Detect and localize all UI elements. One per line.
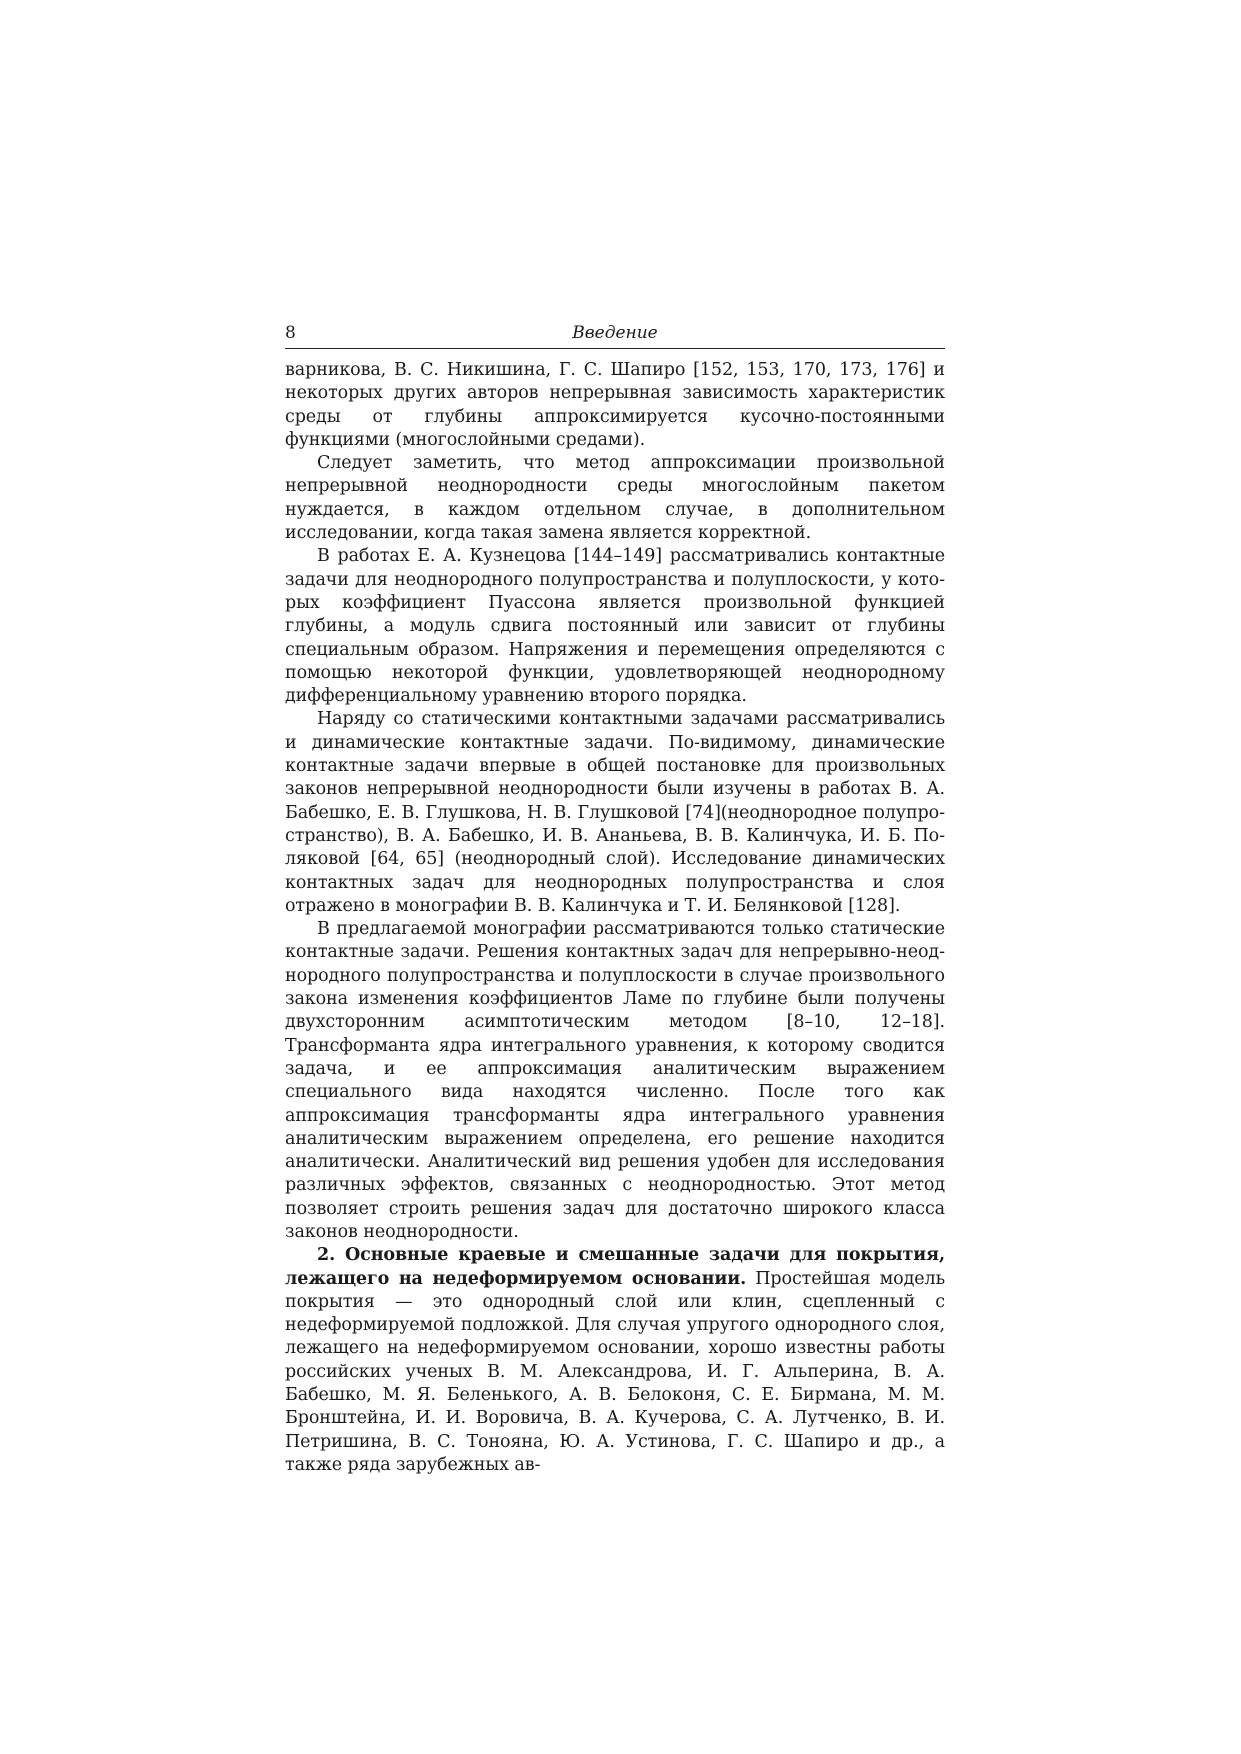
running-title: Введение	[572, 323, 658, 343]
book-page	[285, 322, 945, 1477]
section-heading: 2. Основные краевые и смешанные задачи для покрытия, лежащего на недеформируемом основании.	[285, 1245, 945, 1289]
paragraph: В работах Е. А. Кузнецова [144–149] рассматривались контактные задачи для неоднородного полупространства и полуплоскости, у которых коэффициент Пуассона является произвольной функцией глубины, а модуль сдвига постоянный или зависит от глубины специальным образом. Напряжения и перемещения определяются с помощью некоторой функции, удовлетворяющей неоднородному дифференциальному уравнению второго порядка.	[285, 546, 945, 707]
page-number: 8	[285, 323, 296, 343]
running-header	[285, 322, 945, 349]
section-paragraph	[285, 1244, 945, 1477]
body-text	[285, 359, 945, 1477]
paragraph: Следует заметить, что метод аппроксимации произвольной непрерывной неоднородности среды многослойным пакетом нуждается, в каждом отдельном случае, в дополнительном исследовании, когда такая замена является корректной.	[285, 453, 945, 544]
section-text: Простейшая модель покрытия — это однородный слой или клин, сцепленный с недеформируемой подложкой. Для случая упругого однородного слоя, лежащего на недеформируемом основании, хорошо известны работы российских ученых В. М. Александрова, И. Г. Альперина, В. А. Бабешко, М. Я. Беленького, А. В. Белоконя, С. Е. Бирмана, М. М. Бронштейна, И. И. Воровича, В. А. Кучерова, С. А. Лутченко, В. И. Петришина, В. С. Тонояна, Ю. А. Устинова, Г. С. Шапиро и др., а также ряда зарубежных ав-	[285, 1268, 945, 1475]
paragraph: В предлагаемой монографии рассматриваются только статические контактные задачи. Решения контактных задач для непрерывно-неоднородного полупространства и полуплоскости в случае произвольного закона изменения коэффициентов Ламе по глубине были получены двухсторонним асимптотическим методом [8–10, 12–18]. Трансформанта ядра интегрального уравнения, к которому сводится задача, и ее аппроксимация аналитическим выражением специального вида находятся численно. После того как аппроксимация трансформанты ядра интегрального уравнения аналитическим выражением определена, его решение находится аналитически. Аналитический вид решения удобен для исследования различных эффектов, связанных с неоднородностью. Этот метод позволяет строить решения задач для достаточно широкого класса законов неоднородности.	[285, 919, 945, 1242]
paragraph-continuation: варникова, В. С. Никишина, Г. С. Шапиро [152, 153, 170, 173, 176] и некоторых других авторов непрерывная зависимость характеристик среды от глубины аппроксимируется кусочно-постоянными функциями (многослойными средами).	[285, 360, 945, 450]
paragraph: Наряду со статическими контактными задачами рассматривались и динамические контактные задачи. По-видимому, динамические контактные задачи впервые в общей постановке для произвольных законов непрерывной неоднородности были изучены в работах В. А. Бабешко, Е. В. Глушкова, Н. В. Глушковой [74](неоднородное полупространство), В. А. Бабешко, И. В. Ананьева, В. В. Калинчука, И. Б. Поляковой [64, 65] (неоднородный слой). Исследование динамических контактных задач для неоднородных полупространства и слоя отражено в монографии В. В. Калинчука и Т. И. Белянковой [128].	[285, 709, 945, 916]
